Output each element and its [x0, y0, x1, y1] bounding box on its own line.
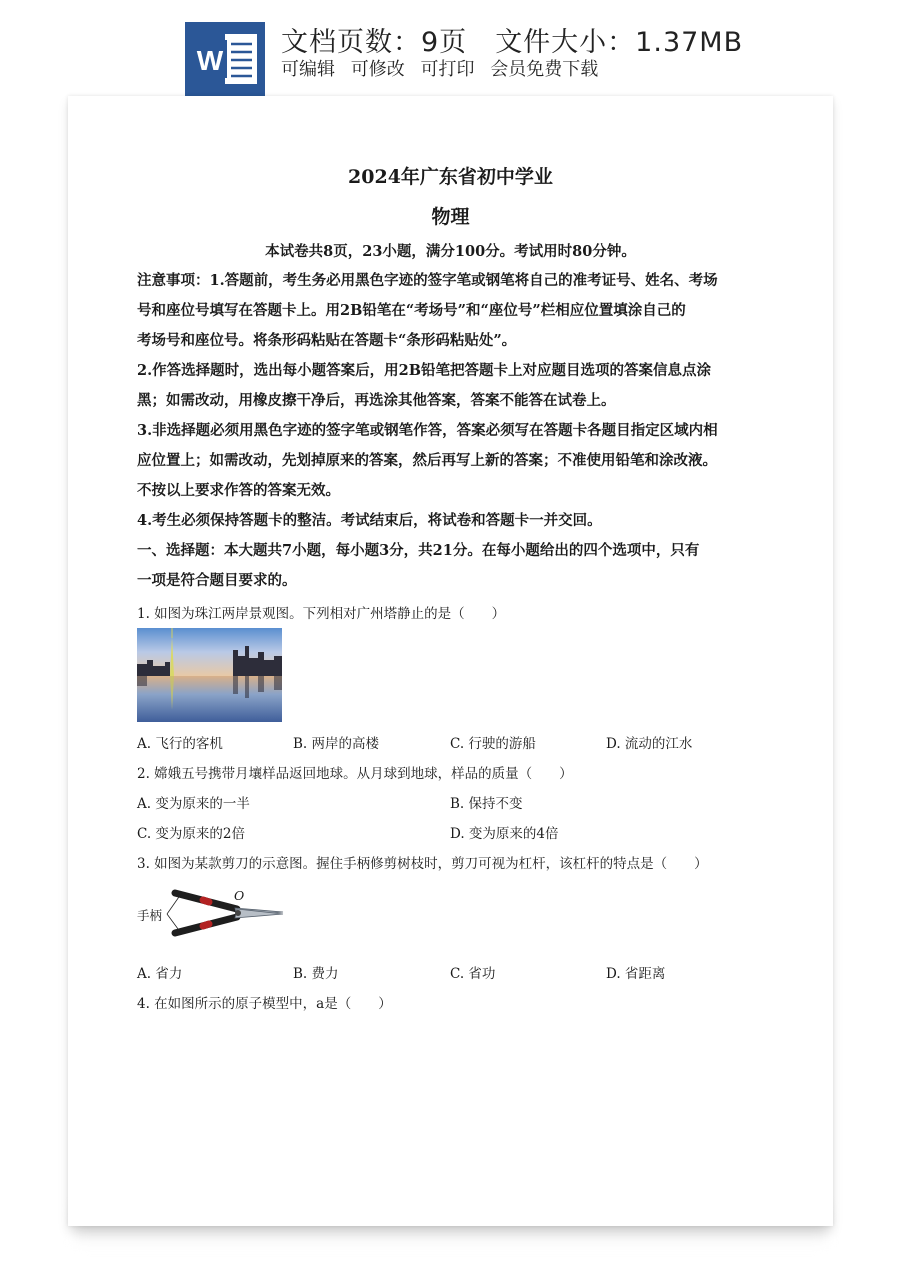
download-banner: [0, 0, 900, 96]
notice-line: 黑；如需改动，用橡皮擦干净后，再选涂其他答案，答案不能答在试卷上。: [137, 392, 616, 409]
feature-list: [281, 55, 608, 81]
word-document-icon: [185, 22, 265, 96]
question-2-option-d: D. 变为原来的4倍: [450, 826, 559, 842]
question-3-option-b: B. 费力: [293, 966, 339, 982]
file-meta: [281, 20, 743, 59]
svg-text:W: W: [196, 45, 224, 76]
question-1-option-b: B. 两岸的高楼: [293, 736, 380, 752]
document-page: [68, 96, 833, 1226]
question-1-stem: 1. 如图为珠江两岸景观图。下列相对广州塔静止的是（ ）: [137, 606, 506, 622]
page-count-label: 文档页数：9页: [281, 27, 468, 58]
notice-line: 4.考生必须保持答题卡的整洁。考试结束后，将试卷和答题卡一并交回。: [137, 512, 602, 529]
question-1-option-c: C. 行驶的游船: [450, 736, 536, 752]
question-4-stem: 4. 在如图所示的原子模型中，a是（ ）: [137, 996, 392, 1012]
feature-modifiable: 可修改: [350, 59, 405, 80]
notice-line: 考场号和座位号。将条形码粘贴在答题卡“条形码粘贴处”。: [137, 332, 517, 349]
notice-line: 不按以上要求作答的答案无效。: [137, 482, 340, 499]
doc-title: 2024年广东省初中学业: [348, 166, 553, 188]
question-3-option-c: C. 省功: [450, 966, 496, 982]
exam-info: 本试卷共8页，23小题，满分100分。考试用时80分钟。: [265, 243, 636, 260]
shears-handle-label: 手柄: [137, 908, 163, 923]
doc-subtitle: 物理: [431, 206, 470, 228]
question-2-option-b: B. 保持不变: [450, 796, 523, 812]
question-2-option-c: C. 变为原来的2倍: [137, 826, 246, 842]
question-3-option-a: A. 省力: [137, 966, 183, 982]
notice-line: 2.作答选择题时，选出每小题答案后，用2B铅笔把答题卡上对应题目选项的答案信息点涂: [137, 362, 711, 379]
feature-member-download[interactable]: 会员免费下载: [490, 59, 599, 80]
feature-printable: 可打印: [420, 59, 475, 80]
notice-line: 应位置上；如需改动，先划掉原来的答案，然后再写上新的答案；不准使用铅笔和涂改液。: [137, 452, 717, 469]
section-heading-line: 一、选择题：本大题共7小题，每小题3分，共21分。在每小题给出的四个选项中，只有: [137, 542, 700, 559]
shears-figure: [137, 884, 287, 946]
notice-line: 注意事项：1.答题前，考生务必用黑色字迹的签字笔或钢笔将自己的准考证号、姓名、考场: [137, 272, 718, 289]
notice-line: 3.非选择题必须用黑色字迹的签字笔或钢笔作答，答案必须写在答题卡各题目指定区域内相: [137, 422, 718, 439]
feature-editable: 可编辑: [281, 59, 335, 80]
question-1-option-a: A. 飞行的客机: [137, 736, 223, 752]
question-2-stem: 2. 嫦娥五号携带月壤样品返回地球。从月球到地球，样品的质量（ ）: [137, 766, 573, 782]
shears-pivot-label: O: [234, 888, 245, 903]
question-2-option-a: A. 变为原来的一半: [137, 796, 250, 812]
question-1-option-d: D. 流动的江水: [606, 736, 693, 752]
question-3-option-d: D. 省距离: [606, 966, 666, 982]
file-size-label: 文件大小：1.37MB: [495, 27, 744, 58]
section-heading-line: 一项是符合题目要求的。: [137, 572, 297, 589]
question-3-stem: 3. 如图为某款剪刀的示意图。握住手柄修剪树枝时，剪刀可视为杠杆，该杠杆的特点是（ ）: [137, 856, 708, 872]
notice-line: 号和座位号填写在答题卡上。用2B铅笔在“考场号”和“座位号”栏相应位置填涂自己的: [137, 302, 686, 319]
pearl-river-photo: [137, 628, 282, 722]
